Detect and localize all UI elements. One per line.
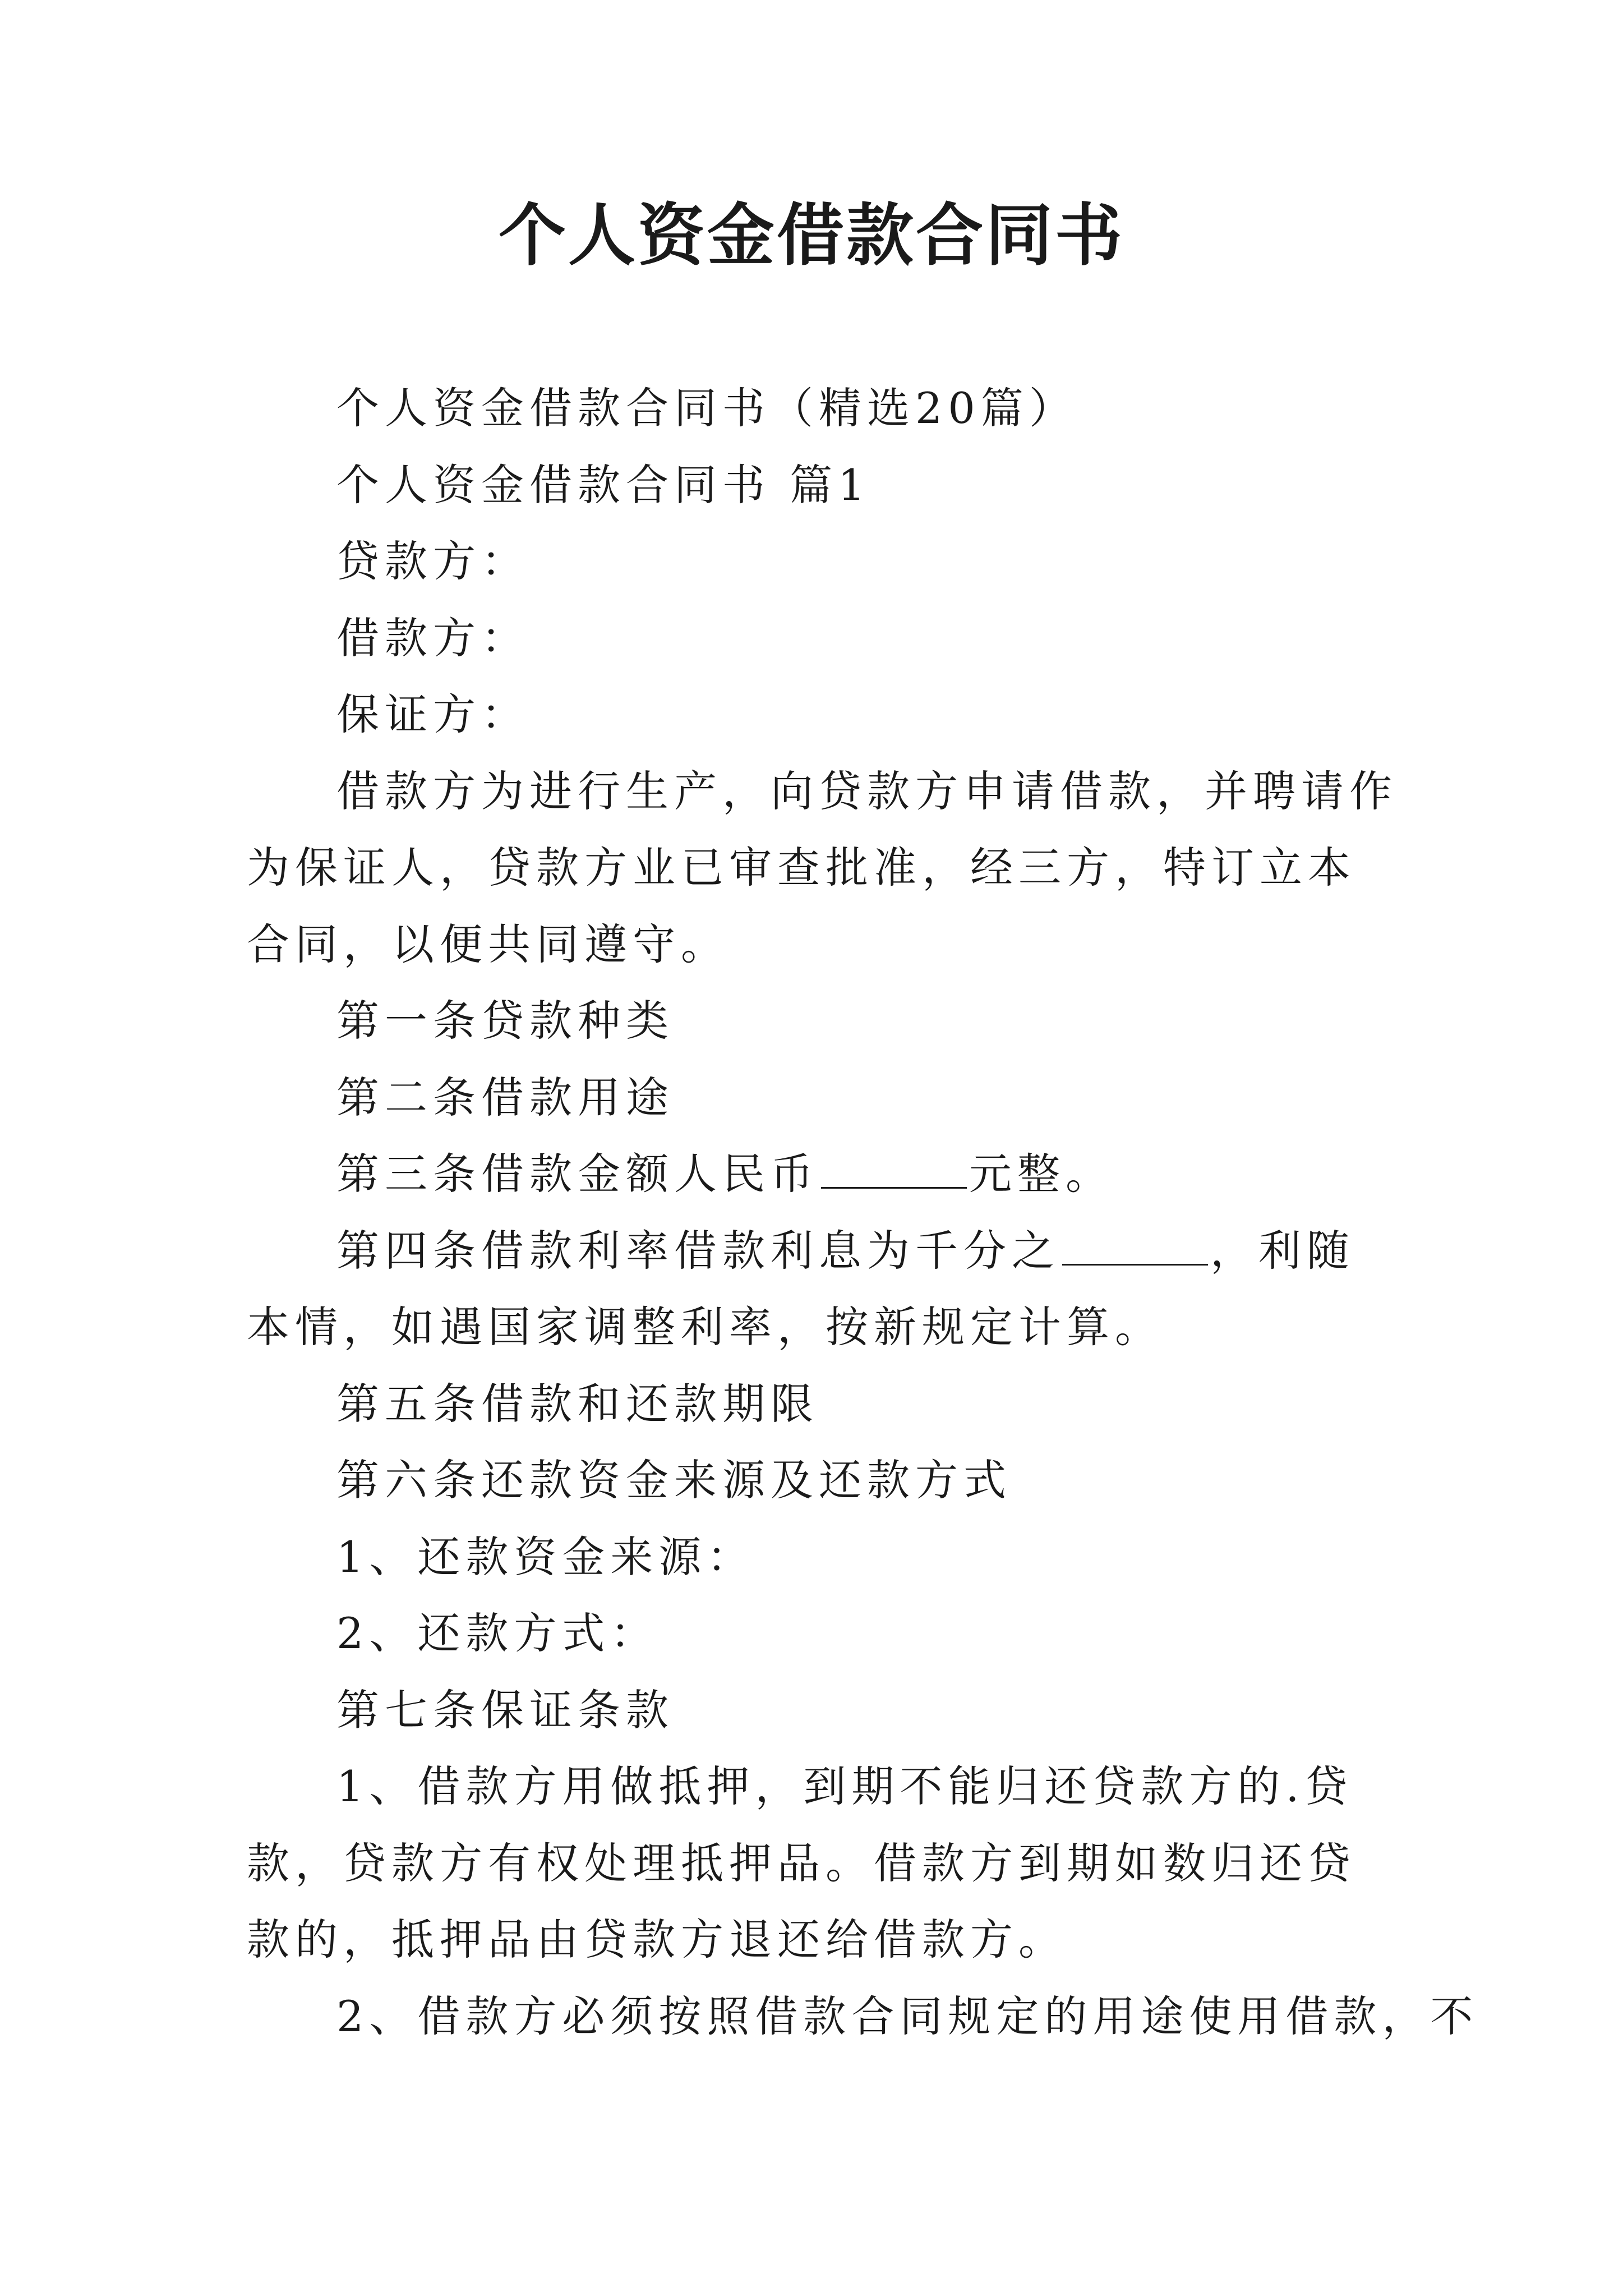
paragraph-clause-5: 第五条借款和还款期限 (336, 1378, 819, 1429)
interest-rate-blank (1062, 1230, 1208, 1266)
document-title: 个人资金借款合同书 (499, 196, 1124, 275)
paragraph-section-heading: 个人资金借款合同书 篇1 (336, 459, 871, 510)
paragraph-preamble: 借款方为进行生产，向贷款方申请借款，并聘请作为保证人，贷款方业已审查批准，经三方，特订立本合同，以便共同遵守。 (247, 766, 1398, 969)
paragraph-clause-3 (247, 1136, 1402, 1213)
clause-4-text-after: ，利随本情，如遇国家调整利率，按新规定计算。 (247, 1225, 1355, 1352)
paragraph-clause-2: 第二条借款用途 (336, 1072, 674, 1122)
paragraph-clause-1: 第一条贷款种类 (336, 996, 674, 1046)
clause-3-text-before: 第三条借款金额人民币 (336, 1149, 819, 1199)
document-body (247, 370, 1479, 2055)
paragraph-guarantee-2: 2、借款方必须按照借款合同规定的用途使用借款，不 (336, 1991, 1479, 2041)
paragraph-repayment-source: 1、还款资金来源： (336, 1531, 755, 1582)
amount-blank (821, 1153, 967, 1189)
paragraph-repayment-method: 2、还款方式： (336, 1608, 659, 1658)
clause-4-text-before: 第四条借款利率借款利息为千分之 (336, 1225, 1060, 1276)
paragraph-lender: 贷款方： (336, 536, 529, 586)
paragraph-guarantee-1: 1、借款方用做抵押，到期不能归还贷款方的.贷款，贷款方有权处理抵押品。借款方到期如数归还贷款的，抵押品由贷款方退还给借款方。 (247, 1761, 1356, 1964)
paragraph-clause-7: 第七条保证条款 (336, 1685, 674, 1735)
paragraph-clause-6: 第六条还款资金来源及还款方式 (336, 1455, 1012, 1505)
paragraph-clause-4 (247, 1213, 1402, 1366)
paragraph-borrower: 借款方： (336, 613, 529, 663)
clause-3-text-after: 元整。 (969, 1149, 1114, 1199)
paragraph-subtitle: 个人资金借款合同书（精选20篇） (336, 383, 1077, 433)
paragraph-guarantor: 保证方： (336, 689, 529, 739)
